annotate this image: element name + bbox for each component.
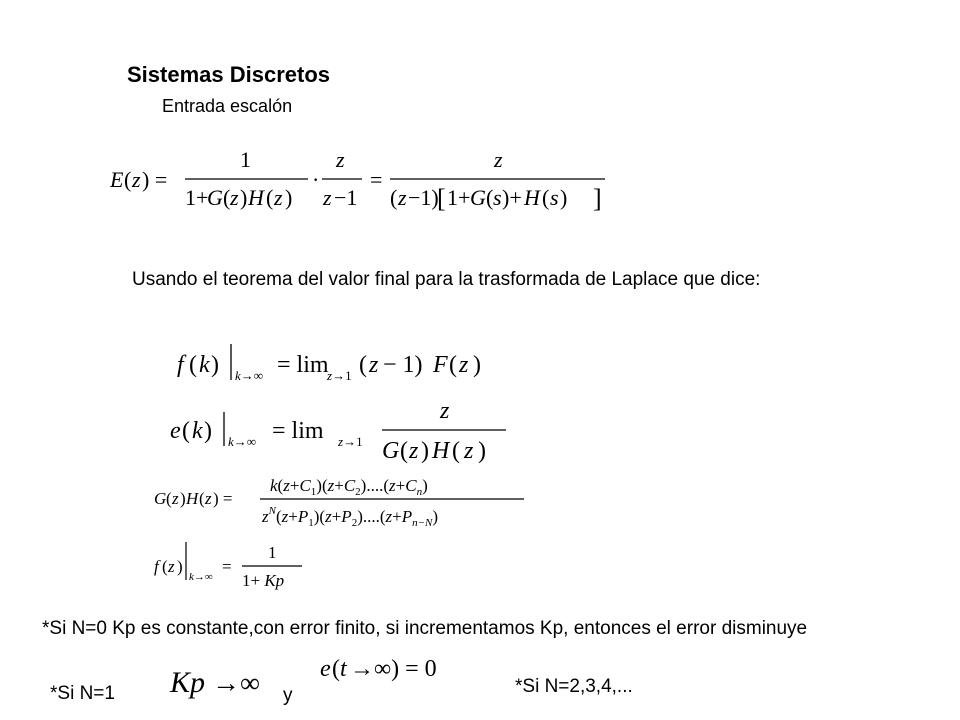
- svg-text:z: z: [230, 185, 239, 210]
- svg-text:(: (: [162, 557, 168, 576]
- svg-text:1+: 1+: [447, 185, 471, 210]
- svg-text:e: e: [320, 656, 331, 682]
- equation-final-value-theorem: [175, 338, 535, 388]
- svg-text:1+: 1+: [185, 185, 209, 210]
- svg-text:G: G: [470, 185, 486, 210]
- svg-text:z: z: [205, 489, 212, 508]
- svg-text:1: 1: [240, 147, 251, 172]
- svg-text:k→∞: k→∞: [228, 434, 257, 449]
- svg-text:(: (: [542, 185, 550, 210]
- note-n1: *Si N=1: [50, 683, 115, 704]
- svg-text:z: z: [323, 185, 332, 210]
- svg-text:(: (: [452, 438, 460, 464]
- svg-text:): ): [478, 438, 486, 464]
- svg-text:z: z: [398, 185, 407, 210]
- svg-text:): ): [240, 185, 248, 210]
- svg-text:): ): [285, 185, 293, 210]
- equation-open-loop-gh: [152, 472, 532, 532]
- equation-step-error: [152, 538, 322, 598]
- svg-text:1+ Kp: 1+ Kp: [242, 571, 285, 590]
- svg-text:z→1: z→1: [338, 434, 363, 449]
- svg-text:zN(z+P1)(z+P2)....(z+Pn−N): $z^N(z+P_1)(z+P_2)....(z+P_{n-N})$: [262, 505, 439, 529]
- svg-text:= lim: = lim: [277, 352, 329, 378]
- svg-text:[: [: [437, 184, 446, 213]
- svg-text:s: s: [493, 185, 502, 210]
- svg-text:Kp: Kp: [170, 666, 206, 699]
- svg-text:z: z: [494, 147, 503, 172]
- svg-text:]: ]: [593, 184, 602, 213]
- svg-text:= lim: = lim: [272, 418, 324, 444]
- svg-text:G: G: [154, 489, 167, 508]
- svg-text:·: ·: [312, 167, 320, 192]
- svg-text:H: H: [524, 185, 540, 210]
- svg-text:−1: −1: [334, 185, 358, 210]
- svg-text:(: (: [359, 352, 367, 378]
- svg-text:− 1): − 1): [383, 352, 423, 378]
- svg-text:(: (: [486, 185, 494, 210]
- svg-text:z: z: [464, 438, 474, 464]
- equation-error-zero: [318, 648, 468, 688]
- svg-text:→∞: →∞: [212, 668, 260, 699]
- svg-text:z: z: [132, 167, 141, 192]
- svg-text:z: z: [369, 352, 379, 378]
- svg-text:t: t: [340, 656, 347, 682]
- svg-text:e: e: [170, 418, 181, 444]
- svg-text:z: z: [459, 352, 469, 378]
- svg-text:=: =: [370, 167, 383, 192]
- svg-text:→∞) = 0: →∞) = 0: [350, 656, 437, 682]
- svg-text:(: (: [332, 656, 340, 682]
- svg-text:) =: ) =: [213, 489, 233, 508]
- svg-text:z: z: [336, 147, 345, 172]
- conjunction-y: y: [283, 685, 293, 706]
- svg-text:(: (: [400, 438, 408, 464]
- slide-title: Sistemas Discretos: [127, 62, 330, 87]
- svg-text:G: G: [207, 185, 223, 210]
- svg-text:(: (: [223, 185, 231, 210]
- svg-text:1: 1: [268, 543, 277, 562]
- svg-text:(: (: [182, 418, 190, 444]
- theorem-paragraph: Usando el teorema del valor final para la trasformada de Laplace que dice:: [132, 269, 761, 290]
- svg-text:): ): [473, 352, 481, 378]
- equation-error-transfer: [110, 145, 630, 215]
- svg-text:f: f: [177, 352, 184, 378]
- svg-text:(: (: [199, 489, 205, 508]
- svg-text:E: E: [110, 167, 124, 192]
- svg-text:H: H: [186, 489, 199, 508]
- svg-text:(: (: [266, 185, 274, 210]
- svg-text:k: k: [199, 352, 210, 378]
- svg-text:): ): [421, 438, 429, 464]
- svg-text:k(z+C1)(z+C2)....(z+Cn): $k(z+C_1)(z+C_2)....(z+C_n)$: [270, 476, 428, 498]
- svg-text:): ): [204, 418, 212, 444]
- note-n0: *Si N=0 Kp es constante,con error finito, si incrementamos Kp, entonces el error disminuye: [42, 618, 808, 639]
- svg-text:z: z: [274, 185, 283, 210]
- svg-text:=: =: [222, 557, 232, 576]
- slide-subtitle: Entrada escalón: [162, 96, 293, 116]
- svg-text:(: (: [166, 489, 172, 508]
- svg-text:z: z: [409, 438, 419, 464]
- svg-text:(: (: [449, 352, 457, 378]
- note-n2: *Si N=2,3,4,...: [515, 676, 633, 697]
- svg-text:(: (: [124, 167, 132, 192]
- svg-text:z→1: z→1: [327, 368, 352, 383]
- svg-text:k→∞: k→∞: [189, 571, 213, 583]
- svg-text:(: (: [390, 185, 398, 210]
- svg-text:): ): [177, 557, 183, 576]
- svg-text:): ): [180, 489, 186, 508]
- svg-text:F: F: [433, 352, 448, 378]
- equation-error-limit: [168, 396, 528, 466]
- svg-text:) =: ) =: [142, 167, 168, 192]
- svg-text:z: z: [440, 398, 450, 424]
- svg-text:f: f: [154, 557, 159, 576]
- svg-text:H: H: [248, 185, 264, 210]
- svg-text:(: (: [189, 352, 197, 378]
- svg-text:): ): [211, 352, 219, 378]
- svg-text:H: H: [432, 438, 450, 464]
- svg-text:z: z: [168, 557, 175, 576]
- svg-text:k→∞: k→∞: [235, 368, 264, 383]
- svg-text:−1): −1): [408, 185, 439, 210]
- svg-text:k: k: [192, 418, 203, 444]
- svg-text:G: G: [382, 438, 400, 464]
- svg-text:)+: )+: [502, 185, 522, 210]
- svg-text:s: s: [550, 185, 559, 210]
- svg-text:): ): [560, 185, 568, 210]
- svg-text:z: z: [172, 489, 179, 508]
- equation-kp-infinity: [168, 662, 278, 707]
